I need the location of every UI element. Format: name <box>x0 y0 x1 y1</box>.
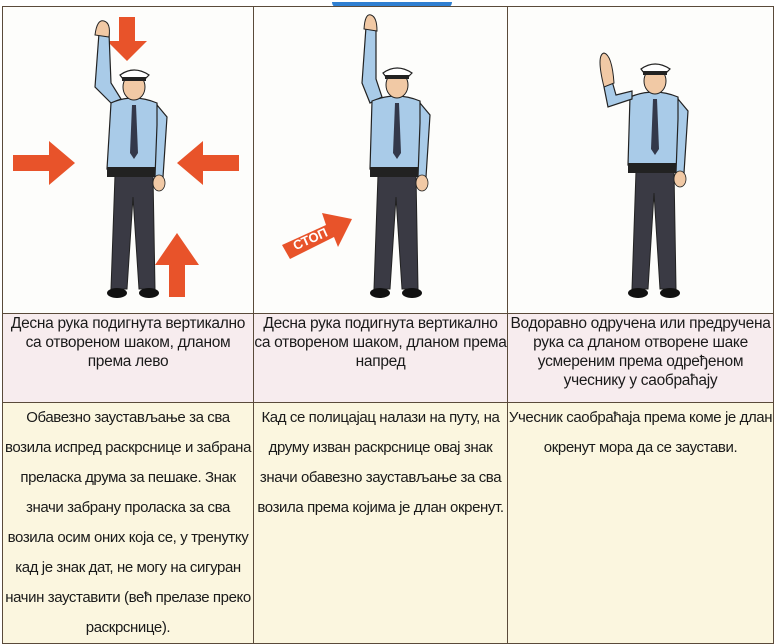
caption-row <box>3 314 774 403</box>
description-1: Обавезно заустављање за сва возила испред раскрснице и забрана преласка друма за пешаке. Знак значи забрану проласка за сва возила осим оних која се, у тренутку кад је знак дат, не могу на сигуран начин зауставити (већ прелазе преко раскрснице). <box>3 403 254 644</box>
caption-2: Десна рука подигнута вертикално са отвореном шаком, дланом према напред <box>254 314 508 403</box>
description-2: Кад се полицајац налази на путу, на друму изван раскрснице овај знак значи обавезно заустављање за сва возила према којима је длан окренут. <box>254 403 508 644</box>
traffic-police-signals-sheet <box>2 2 773 636</box>
police-officer <box>362 15 430 298</box>
signals-table <box>2 6 774 644</box>
officer-horizontal-arm-illustration <box>508 7 774 313</box>
illustration-3 <box>508 7 774 314</box>
officer-left-palm-illustration <box>3 7 254 313</box>
arrow-up-icon <box>155 233 199 297</box>
police-officer <box>600 53 688 298</box>
officer-front-palm-illustration <box>254 7 508 313</box>
caption-1: Десна рука подигнута вертикално са отвореном шаком, дланом према лево <box>3 314 254 403</box>
arrow-left-icon <box>177 141 239 185</box>
stop-arrow-label: СТОП <box>290 224 330 254</box>
illustration-2 <box>254 7 508 314</box>
description-3: Учесник саобраћаја према коме је длан окренут мора да се заустави. <box>508 403 774 644</box>
arrow-down-icon <box>107 17 147 61</box>
police-officer <box>95 21 167 298</box>
caption-3: Водоравно одручена или предручена рука са дланом отворене шаке усмереним према одређеном учеснику у саобраћају <box>508 314 774 403</box>
arrow-right-icon <box>13 141 75 185</box>
illustration-1 <box>3 7 254 314</box>
illustration-row <box>3 7 774 314</box>
stop-arrow <box>282 213 352 259</box>
description-row <box>3 403 774 644</box>
